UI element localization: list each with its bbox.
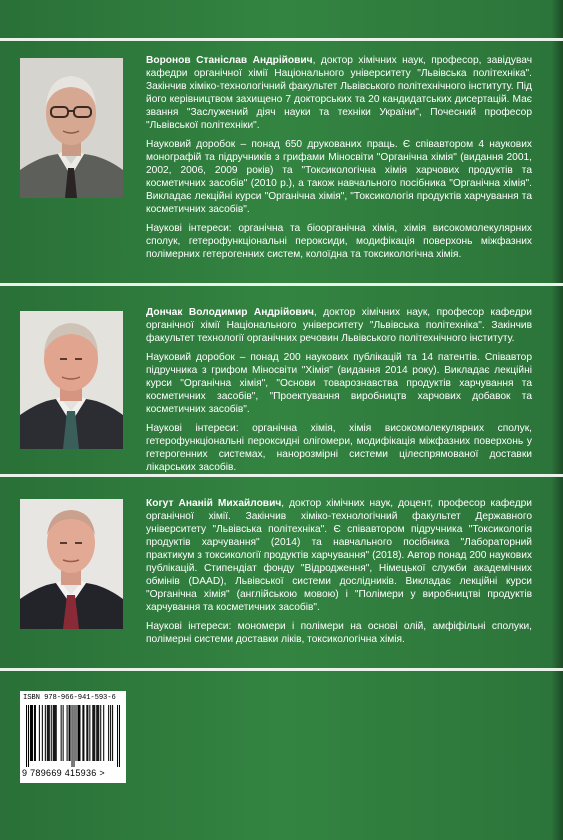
author-bio-paragraph: Науковий доробок – понад 200 наукових публікацій та 14 патентів. Співавтор підручника з грифом Міносвіти "Хімія" (видання 2014 року). Викладає лекційні курси "Органічна хімія", "Основи товарознавства продуктів харчування та косметичних засобів", "Проектування виробництв харчових добавок та косметичних засобів".	[146, 352, 532, 415]
barcode-bar	[98, 705, 99, 761]
barcode-bar	[86, 705, 87, 761]
barcode-bar	[31, 705, 32, 761]
barcode-bar	[83, 705, 84, 761]
author-name: Воронов Станіслав Андрійович	[146, 55, 313, 66]
barcode-bar	[70, 705, 71, 761]
barcode-bar	[93, 705, 94, 761]
author-bio-intro	[146, 306, 532, 345]
author-bio-donchak	[146, 306, 532, 480]
author-bio-intro	[146, 497, 532, 614]
barcode-bar	[72, 705, 73, 767]
barcode-bar	[48, 705, 49, 761]
isbn-label: ISBN 978-966-941-593-6	[23, 694, 116, 702]
author-bio-paragraph: Науковий доробок – понад 650 друкованих праць. Є співавтором 4 наукових монографій та підручників з грифами Міносвіти "Органічна хімія" (видання 2001, 2002, 2006, 2009 років) та "Токсикологічна хімія харчових продуктів та косметичних засобів" (2010 р.), а також навчального посібника "Органічна хімія". Викладає лекційні курси "Органічна хімія", "Токсикологія продуктів харчування та косметичних засобів".	[146, 139, 532, 215]
barcode-bar	[69, 705, 70, 761]
barcode-bar	[51, 705, 52, 761]
barcode-bar	[34, 705, 35, 761]
spine-edge	[551, 0, 563, 840]
barcode-bar	[49, 705, 50, 761]
barcode-bar	[117, 705, 118, 767]
barcode-bar	[45, 705, 46, 761]
barcode-bars	[26, 705, 120, 767]
barcode-bar	[119, 705, 120, 767]
barcode-bar	[63, 705, 64, 761]
barcode-bar	[112, 705, 113, 761]
author-bio-kohut	[146, 497, 532, 652]
barcode-bar	[73, 705, 74, 767]
barcode-bar	[54, 705, 55, 761]
barcode-bar	[96, 705, 97, 761]
barcode-bar	[103, 705, 104, 761]
barcode-bar	[55, 705, 56, 761]
author-intro-text: , доктор хімічних наук, доцент, професор кафедри органічної хімії. Закінчив хіміко-технологічний факультет Державного університету "Львівська політехніка". Є співавтором підручника "Токсикологія продуктів харчування" (2014) та навчального посібника "Лабораторний практикум з токсикології продуктів харчування" (2018). Автор понад 200 наукових публікацій. Стипендіат фонду "Відродження", Німецької служби академічних обмінів (DAAD), Львівської системи дослідників. Викладає лекційні курси "Органічна хімія" (англійською мовою) і "Полімери у виробництві продуктів харчування та косметичних засобів".	[146, 498, 532, 613]
author-bio-voronov	[146, 54, 532, 267]
author-photo-donchak	[20, 311, 123, 449]
author-bio-intro	[146, 54, 532, 132]
barcode-bar	[61, 705, 62, 761]
barcode-bar	[110, 705, 111, 761]
barcode-bar	[78, 705, 79, 761]
author-bio-paragraph: Наукові інтереси: органічна та біоорганічна хімія, хімія високомолекулярних сполук, гетерофункціональні пероксиди, модифікація поверхонь міжфазних полімерних гетерогенних систем, колоїдна та токсикологічна хімія.	[146, 223, 532, 260]
barcode-bar	[67, 705, 68, 761]
barcode-bar	[47, 705, 48, 761]
barcode-bar	[94, 705, 95, 761]
section-divider-1	[0, 283, 563, 286]
barcode-bar	[30, 705, 31, 761]
section-divider-top	[0, 38, 563, 41]
barcode-bar	[35, 705, 36, 761]
barcode-bar	[77, 705, 78, 761]
section-divider-3	[0, 668, 563, 671]
author-bio-paragraph: Наукові інтереси: органічна хімія, хімія високомолекулярних сполук, гетерофункціональні пероксидні олігомери, модифікація міжфазних поверхонь у гетерогенних системах, нанорозмірні системи цілеспрямованої доставки лікарських засобів.	[146, 423, 532, 473]
author-bio-paragraph: Наукові інтереси: мономери і полімери на основі олій, амфіфільні сполуки, полімерні системи доставки ліків, токсикологічна хімія.	[146, 621, 532, 645]
isbn-barcode	[20, 691, 126, 783]
author-intro-text: , доктор хімічних наук, професор, завідувач кафедри органічної хімії Національного університету "Львівська політехніка". Закінчив хіміко-технологічний факультет Львівського політехнічного інституту. Під його керівництвом захищено 7 докторських та 20 кандидатських дисертацій. Має звання "Заслужений діяч науки та техніки України", Почесний професор "Львівської політехніки".	[146, 55, 533, 131]
barcode-bar	[28, 705, 29, 767]
barcode-bar	[100, 705, 101, 761]
author-photo-kohut	[20, 499, 123, 629]
barcode-bar	[79, 705, 80, 761]
barcode-bar	[26, 705, 27, 767]
ean-digits: 9 789669 415936 >	[22, 768, 105, 778]
barcode-bar	[82, 705, 83, 761]
author-name: Когут Ананій Михайлович	[146, 498, 282, 509]
barcode-bar	[39, 705, 40, 761]
barcode-bar	[89, 705, 90, 761]
barcode-bar	[56, 705, 57, 761]
barcode-bar	[97, 705, 98, 761]
barcode-bar	[108, 705, 109, 761]
author-name: Дончак Володимир Андрійович	[146, 307, 314, 318]
barcode-bar	[53, 705, 54, 761]
author-photo-voronov	[20, 58, 123, 198]
barcode-bar	[87, 705, 88, 761]
barcode-bar	[92, 705, 93, 761]
barcode-bar	[32, 705, 33, 761]
author-intro-text: , доктор хімічних наук, професор кафедри органічної хімії Національного університету "Львівська політехніка". Закінчив факультет технології органічних речовин Львівського політехнічного інституту.	[146, 307, 533, 344]
barcode-bar	[42, 705, 43, 761]
barcode-bar	[75, 705, 76, 761]
